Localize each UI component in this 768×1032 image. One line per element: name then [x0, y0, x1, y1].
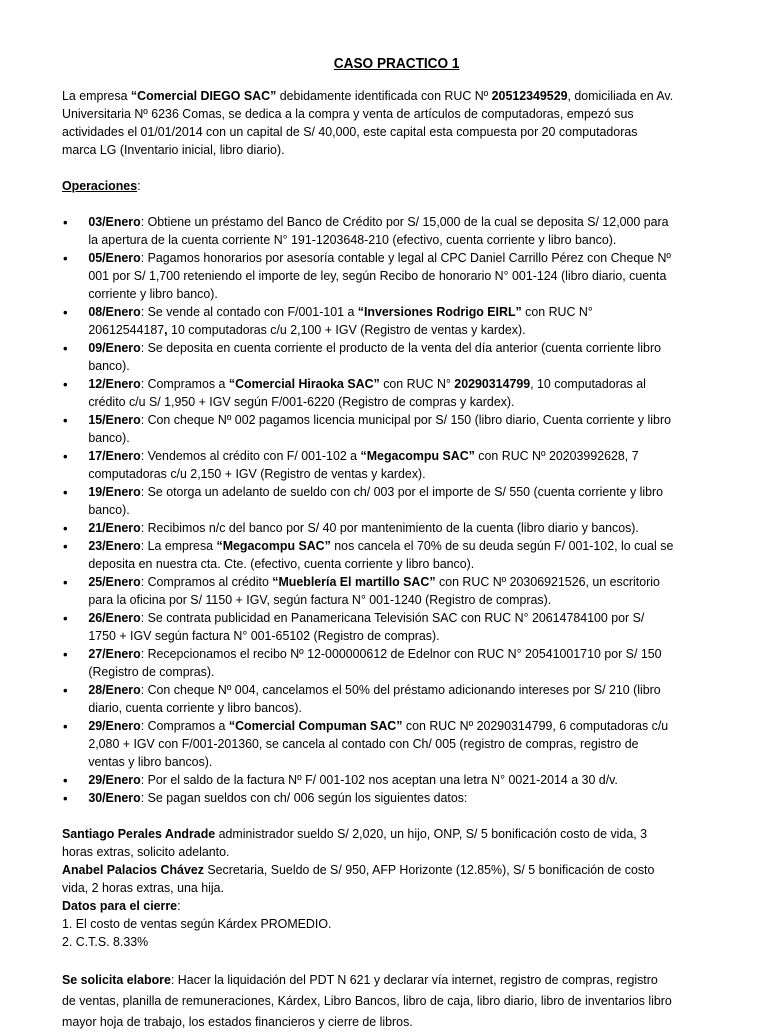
operation-date: 19/Enero	[88, 484, 141, 499]
operation-date: 17/Enero	[88, 448, 141, 463]
operation-bold-text: “Megacompu SAC”	[360, 448, 475, 463]
operation-text: : Recibimos n/c del banco por S/ 40 por mantenimiento de la cuenta (libro diario y bancos).	[140, 520, 639, 535]
intro-text: , domiciliada en Av. Universitaria Nº 6236 Comas, se dedica a la compra y venta de artículos de computadoras, empezó sus actividades el 01/01/2014 con un capital de S/ 40,000, este capital esta compuesta por 20 computadoras marca LG (Inventario inicial, libro diario).	[62, 88, 674, 157]
operation-text: con RUC Nº 20290314799, 6 computadoras c/u 2,080 + IGV con F/001-201360, se cancela al contado con Ch/ 005 (registro de compras, registro de ventas y libro bancos).	[88, 718, 669, 769]
operation-text: con RUC N° 20612544187	[88, 304, 593, 337]
operation-item	[62, 249, 675, 303]
operation-text: con RUC Nº 20203992628, 7 computadoras c/u 2,150 + IGV (Registro de ventas y kardex).	[88, 448, 639, 481]
operations-list	[62, 213, 675, 807]
operation-text: , 10 computadoras al crédito c/u S/ 1,950 + IGV según F/001-6220 (Registro de compras y kardex).	[88, 376, 646, 409]
operation-bold-text: “Megacompu SAC”	[216, 538, 331, 553]
operation-item	[62, 789, 675, 807]
employee-details: administrador sueldo S/ 2,020, un hijo, ONP, S/ 5 bonificación costo de vida, 3 horas extras, solicito adelanto.	[62, 826, 648, 859]
closing-item: 2. C.T.S. 8.33%	[62, 934, 149, 949]
operation-item	[62, 681, 675, 717]
employee-entry	[62, 861, 675, 897]
operation-item	[62, 213, 675, 249]
operation-item	[62, 609, 675, 645]
operation-date: 29/Enero	[88, 772, 141, 787]
operation-text: : La empresa	[140, 538, 217, 553]
operation-bold-text: “Comercial Hiraoka SAC”	[228, 376, 380, 391]
closing-data-heading: Datos para el cierre:	[62, 898, 181, 913]
operation-text: : Recepcionamos el recibo Nº 12-000000612 de Edelnor con RUC N° 20541001710 por S/ 150 (Registro de compras).	[88, 646, 662, 679]
operation-text: : Pagamos honorarios por asesoría contable y legal al CPC Daniel Carrillo Pérez con Cheque Nº 001 por S/ 1,700 reteniendo el importe de ley, según Recibo de honorario N° 001-124 (libro diario, cuenta corriente y libro banco).	[88, 250, 671, 301]
operation-text: : Con cheque Nº 002 pagamos licencia municipal por S/ 150 (libro diario, Cuenta corriente y libro banco).	[88, 412, 671, 445]
intro-paragraph	[62, 87, 675, 159]
operations-heading: Operaciones:	[62, 178, 141, 193]
operation-text: : Con cheque Nº 004, cancelamos el 50% del préstamo adicionando intereses por S/ 210 (libro diario, cuenta corriente y libro bancos).	[88, 682, 661, 715]
operation-date: 25/Enero	[88, 574, 141, 589]
operation-date: 23/Enero	[88, 538, 141, 553]
operation-item	[62, 717, 675, 771]
employee-name: Santiago Perales Andrade	[62, 826, 216, 841]
operation-date: 30/Enero	[88, 790, 141, 805]
operation-date: 12/Enero	[88, 376, 141, 391]
operation-item	[62, 411, 675, 447]
operations-heading-label: Operaciones	[62, 178, 138, 193]
operation-date: 26/Enero	[88, 610, 141, 625]
document-title: CASO PRACTICO 1	[333, 56, 460, 72]
operation-item	[62, 303, 675, 339]
operation-text: : Se vende al contado con F/001-101 a	[140, 304, 358, 319]
operation-text: con RUC Nº 20306921526, un escritorio para la oficina por S/ 1150 + IGV, según factura N° 001-1240 (Registro de compras).	[88, 574, 660, 607]
operation-text: : Se contrata publicidad en Panamericana Televisión SAC con RUC N° 20614784100 por S/ 1750 + IGV según factura N° 001-65102 (Registro de compras).	[88, 610, 645, 643]
intro-text: La empresa	[62, 88, 131, 103]
operation-item	[62, 645, 675, 681]
operation-bold-text: ,	[164, 322, 168, 337]
operation-text: : Vendemos al crédito con F/ 001-102 a	[140, 448, 361, 463]
operation-text: : Por el saldo de la factura Nº F/ 001-102 nos aceptan una letra N° 0021-2014 a 30 d/v.	[140, 772, 618, 787]
operation-item	[62, 447, 675, 483]
document-page	[4, 0, 726, 1029]
operation-date: 28/Enero	[88, 682, 141, 697]
company-name: “Comercial DIEGO SAC”	[130, 88, 277, 103]
operation-item	[62, 375, 675, 411]
operation-item	[62, 771, 675, 789]
closing-item: 1. El costo de ventas según Kárdex PROMEDIO.	[62, 916, 332, 931]
operation-date: 21/Enero	[88, 520, 141, 535]
operation-item	[62, 483, 675, 519]
employee-entry	[62, 825, 675, 861]
operation-date: 05/Enero	[88, 250, 141, 265]
request-label: Se solicita elabore	[62, 972, 171, 987]
employee-details: Secretaria, Sueldo de S/ 950, AFP Horizonte (12.85%), S/ 5 bonificación de costo vida, 2 horas extras, una hija.	[62, 862, 655, 895]
operation-date: 29/Enero	[88, 718, 141, 733]
operation-text: con RUC N°	[379, 376, 455, 391]
operation-text: : Se pagan sueldos con ch/ 006 según los siguientes datos:	[140, 790, 468, 805]
operation-text: : Compramos al crédito	[140, 574, 273, 589]
operation-bold-text: “Inversiones Rodrigo EIRL”	[357, 304, 522, 319]
operation-item	[62, 573, 675, 609]
request-paragraph	[62, 969, 675, 1032]
operation-date: 03/Enero	[88, 214, 141, 229]
operation-bold-text: “Comercial Compuman SAC”	[228, 718, 403, 733]
operation-date: 09/Enero	[88, 340, 141, 355]
operation-item	[62, 519, 675, 537]
company-ruc: 20512349529	[491, 88, 568, 103]
operation-item	[62, 537, 675, 573]
operation-item	[62, 339, 675, 375]
operation-text: : Se otorga un adelanto de sueldo con ch/ 003 por el importe de S/ 550 (cuenta corriente y libro banco).	[88, 484, 664, 517]
operation-bold-text: “Mueblería El martillo SAC”	[272, 574, 436, 589]
operation-text: nos cancela el 70% de su deuda según F/ 001-102, lo cual se deposita en nuestra cta. Cte. (efectivo, cuenta corriente y libro banco).	[88, 538, 674, 571]
intro-text: debidamente identificada con RUC Nº	[276, 88, 492, 103]
employee-name: Anabel Palacios Chávez	[62, 862, 204, 877]
operation-bold-text: 20290314799	[454, 376, 531, 391]
operation-text: 10 computadoras c/u 2,100 + IGV (Registro de ventas y kardex).	[167, 322, 526, 337]
operation-text: : Se deposita en cuenta corriente el producto de la venta del día anterior (cuenta corriente libro banco).	[88, 340, 661, 373]
request-text: : Hacer la liquidación del PDT N 621 y declarar vía internet, registro de compras, registro de ventas, planilla de remuneraciones, Kárdex, Libro Bancos, libro de caja, libro diario, libro de inventarios libro mayor hoja de trabajo, los estados financieros y cierre de libros.	[62, 972, 672, 1029]
operation-date: 15/Enero	[88, 412, 141, 427]
operation-date: 27/Enero	[88, 646, 141, 661]
operation-date: 08/Enero	[88, 304, 141, 319]
operation-text: : Compramos a	[140, 718, 229, 733]
operation-text: : Obtiene un préstamo del Banco de Crédito por S/ 15,000 de la cual se deposita S/ 12,000 para la apertura de la cuenta corriente N° 191-1203648-210 (efectivo, cuenta corriente y libro banco).	[88, 214, 669, 247]
operation-text: : Compramos a	[140, 376, 229, 391]
